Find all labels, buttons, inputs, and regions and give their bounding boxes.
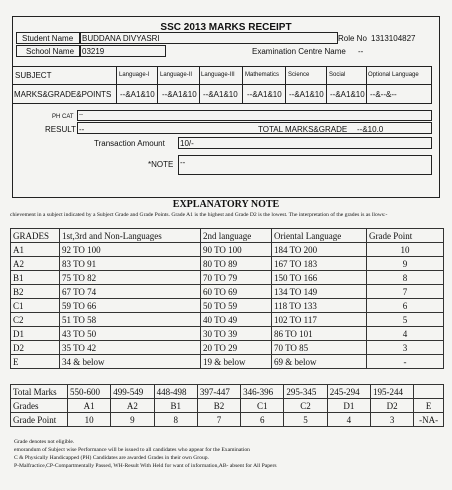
- oriental-range-cell: 150 TO 166: [272, 271, 367, 285]
- oriental-range-cell: 70 TO 85: [272, 341, 367, 355]
- second-language-range-cell: 20 TO 29: [201, 341, 272, 355]
- non-language-range-cell: 35 TO 42: [60, 341, 201, 355]
- total-cell: 346-396: [241, 385, 284, 399]
- explanatory-intro: chievement in a subject indicated by a Subject Grade and Grade Points. Grade A1 is the highest and Grade D2 is the lowest. The interpretation of the grades is as llows:-: [10, 212, 388, 218]
- grade-cell: A2: [111, 399, 154, 413]
- non-language-range-cell: 51 TO 58: [60, 313, 201, 327]
- grade-cell: A2: [11, 257, 60, 271]
- grade-point-cell: 5: [367, 313, 444, 327]
- header-grade-point: Grade Point: [367, 229, 444, 243]
- marks-language-2: --&A1&10: [162, 90, 197, 99]
- exam-centre-label: Examination Centre Name: [252, 47, 346, 56]
- header-oriental-language: Oriental Language: [272, 229, 367, 243]
- grade-cell: D1: [11, 327, 60, 341]
- header-grades: GRADES: [11, 229, 60, 243]
- explanatory-title: EXPLANATORY NOTE: [172, 199, 280, 210]
- second-language-range-cell: 70 TO 79: [201, 271, 272, 285]
- grade-cell: E: [11, 355, 60, 369]
- table-row: [11, 327, 444, 341]
- grade-cell: E: [414, 399, 444, 413]
- role-no-label: Role No: [338, 34, 367, 43]
- footnote: P-Malfractice,CP-Compartmentally Passed, WH-Result With Held for want of information,AB- absent for All Papers: [14, 463, 277, 469]
- second-language-range-cell: 60 TO 69: [201, 285, 272, 299]
- second-language-range-cell: 80 TO 89: [201, 257, 272, 271]
- total-cell: 295-345: [284, 385, 327, 399]
- table-row: [11, 341, 444, 355]
- grade-cell: B2: [197, 399, 240, 413]
- grade-cell: A1: [11, 243, 60, 257]
- grades-header-row: [11, 229, 444, 243]
- point-cell: 10: [68, 413, 111, 427]
- grade-point-cell: 4: [367, 327, 444, 341]
- subject-language-3: Language-III: [201, 72, 235, 78]
- ph-cat-label: PH CAT: [52, 114, 74, 120]
- grade-point-cell: 7: [367, 285, 444, 299]
- table-row: [11, 299, 444, 313]
- non-language-range-cell: 83 TO 91: [60, 257, 201, 271]
- subject-mathematics: Mathematics: [245, 72, 280, 78]
- point-cell: 4: [327, 413, 370, 427]
- total-cell: 245-294: [327, 385, 370, 399]
- grade-cell: C2: [11, 313, 60, 327]
- student-name-label: Student Name: [22, 34, 74, 43]
- grade-point-cell: 10: [367, 243, 444, 257]
- non-language-range-cell: 67 TO 74: [60, 285, 201, 299]
- total-cell: 448-498: [154, 385, 197, 399]
- second-language-range-cell: 90 TO 100: [201, 243, 272, 257]
- marks-label: MARKS&GRADE&POINTS: [14, 90, 112, 99]
- result-label: RESULT: [45, 125, 76, 134]
- marks-language-3: --&A1&10: [203, 90, 238, 99]
- grade-cell: B2: [11, 285, 60, 299]
- grade-cell: D1: [327, 399, 370, 413]
- non-language-range-cell: 92 TO 100: [60, 243, 201, 257]
- point-cell: 9: [111, 413, 154, 427]
- transaction-amount-label: Transaction Amount: [94, 139, 165, 148]
- table-row: [11, 355, 444, 369]
- result-value: --: [79, 125, 85, 134]
- non-language-range-cell: 75 TO 82: [60, 271, 201, 285]
- total-marks-table: [10, 384, 444, 427]
- grade-cell: B1: [11, 271, 60, 285]
- subject-optional-language: Optional Language: [368, 72, 419, 78]
- oriental-range-cell: 69 & below: [272, 355, 367, 369]
- oriental-range-cell: 167 TO 183: [272, 257, 367, 271]
- grade-point-cell: -: [367, 355, 444, 369]
- point-cell: -NA-: [414, 413, 444, 427]
- table-row: [11, 313, 444, 327]
- grade-cell: A1: [68, 399, 111, 413]
- role-no-value: 1313104827: [371, 34, 416, 43]
- oriental-range-cell: 118 TO 133: [272, 299, 367, 313]
- total-marks-row: [11, 385, 444, 399]
- point-cell: 8: [154, 413, 197, 427]
- grade-point-cell: 3: [367, 341, 444, 355]
- subject-language-1: Language-I: [119, 72, 150, 78]
- marks-language-1: --&A1&10: [120, 90, 155, 99]
- oriental-range-cell: 86 TO 101: [272, 327, 367, 341]
- footnotes: [14, 438, 444, 470]
- subject-science: Science: [288, 72, 310, 78]
- second-language-range-cell: 19 & below: [201, 355, 272, 369]
- total-cell: 499-549: [111, 385, 154, 399]
- subject-social: Social: [329, 72, 346, 78]
- total-marks-label: TOTAL MARKS&GRADE: [258, 125, 348, 134]
- total-marks-value: --&10.0: [357, 125, 384, 134]
- second-language-range-cell: 30 TO 39: [201, 327, 272, 341]
- grade-point-cell: 8: [367, 271, 444, 285]
- marks-optional-language: --&--&--: [370, 90, 397, 99]
- row-label: Total Marks: [11, 385, 68, 399]
- header-1st-3rd-non-languages: 1st,3rd and Non-Languages: [60, 229, 201, 243]
- total-cell: 397-447: [197, 385, 240, 399]
- non-language-range-cell: 59 TO 66: [60, 299, 201, 313]
- student-name-value: BUDDANA DIVYASRI: [82, 34, 160, 43]
- point-cell: 7: [197, 413, 240, 427]
- receipt-title: SSC 2013 MARKS RECEIPT: [160, 22, 292, 33]
- point-cell: 6: [241, 413, 284, 427]
- non-language-range-cell: 43 TO 50: [60, 327, 201, 341]
- grades-row: [11, 399, 444, 413]
- exam-centre-value: --: [358, 47, 364, 56]
- footnote: emorandum of Subject wise Performance will be issued to all candidates who appear for the Examination: [14, 447, 250, 453]
- marks-social: --&A1&10: [330, 90, 365, 99]
- row-label: Grades: [11, 399, 68, 413]
- school-name-label: School Name: [26, 47, 75, 56]
- second-language-range-cell: 40 TO 49: [201, 313, 272, 327]
- marks-mathematics: --&A1&10: [247, 90, 282, 99]
- row-label: Grade Point: [11, 413, 68, 427]
- subject-language-2: Language-II: [160, 72, 193, 78]
- note-label: *NOTE: [148, 160, 174, 169]
- oriental-range-cell: 102 TO 117: [272, 313, 367, 327]
- table-row: [11, 285, 444, 299]
- table-row: [11, 257, 444, 271]
- table-row: [11, 271, 444, 285]
- grade-cell: B1: [154, 399, 197, 413]
- grade-point-cell: 6: [367, 299, 444, 313]
- non-language-range-cell: 34 & below: [60, 355, 201, 369]
- grades-table: [10, 228, 444, 369]
- footnote: Grade denotes not eligible.: [14, 439, 75, 445]
- grade-cell: D2: [11, 341, 60, 355]
- oriental-range-cell: 184 TO 200: [272, 243, 367, 257]
- total-cell: [414, 385, 444, 399]
- grade-point-cell: 9: [367, 257, 444, 271]
- total-cell: 550-600: [68, 385, 111, 399]
- grade-cell: C1: [11, 299, 60, 313]
- grade-cell: D2: [370, 399, 413, 413]
- grade-point-row: [11, 413, 444, 427]
- point-cell: 5: [284, 413, 327, 427]
- point-cell: 3: [370, 413, 413, 427]
- header-2nd-language: 2nd language: [201, 229, 272, 243]
- ph-cat-value: --: [79, 112, 83, 118]
- grade-cell: C1: [241, 399, 284, 413]
- table-row: [11, 243, 444, 257]
- school-name-value: 03219: [82, 47, 105, 56]
- note-value: --: [180, 158, 186, 167]
- oriental-range-cell: 134 TO 149: [272, 285, 367, 299]
- second-language-range-cell: 50 TO 59: [201, 299, 272, 313]
- marks-science: --&A1&10: [289, 90, 324, 99]
- subject-label: SUBJECT: [15, 71, 52, 80]
- transaction-amount-value: 10/-: [180, 139, 194, 148]
- footnote: C & Physically Handicapped (PH) Candidates are awarded Grades in their own Group.: [14, 455, 209, 461]
- total-cell: 195-244: [370, 385, 413, 399]
- grade-cell: C2: [284, 399, 327, 413]
